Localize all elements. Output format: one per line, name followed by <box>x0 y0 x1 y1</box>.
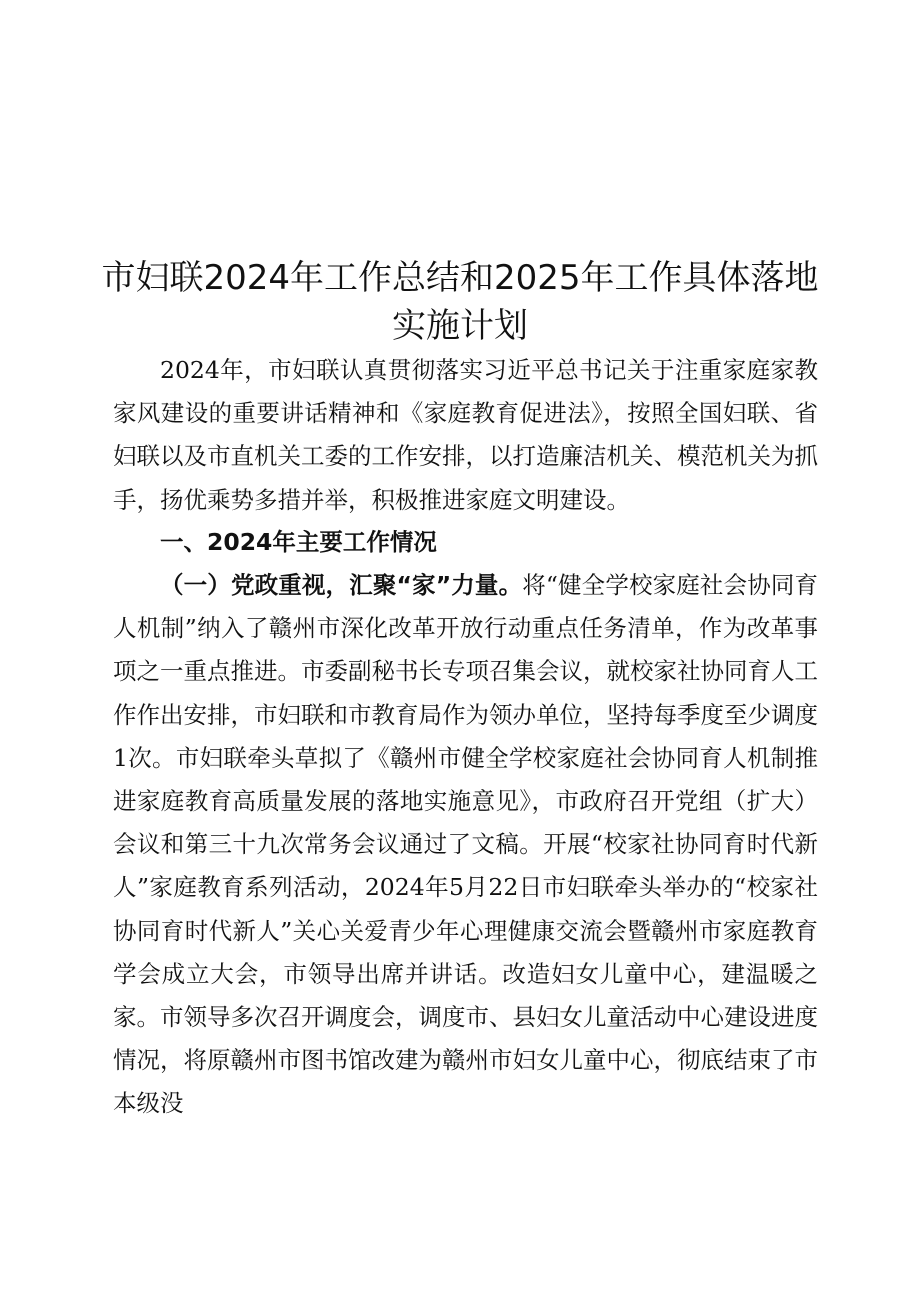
section-heading-1: 一、2024年主要工作情况 <box>160 528 437 556</box>
paragraph-1 <box>113 564 818 1126</box>
document-title-line-1: 市妇联2024年工作总结和2025年工作具体落地 <box>101 258 819 298</box>
document-title-line-2: 实施计划 <box>392 306 528 346</box>
intro-paragraph: 2024年，市妇联认真贯彻落实习近平总书记关于注重家庭家教家风建设的重要讲话精神和《家庭教育促进法》，按照全国妇联、省妇联以及市直机关工委的工作安排，以打造廉洁机关、模范机关为抓手，扬优乘势多措并举，积极推进家庭文明建设。 <box>113 356 818 514</box>
paragraph-1-lead: （一）党政重视，汇聚“家”力量。 <box>160 571 523 599</box>
paragraph-1-body: 将“健全学校家庭社会协同育人机制”纳入了赣州市深化改革开放行动重点任务清单，作为改革事项之一重点推进。市委副秘书长专项召集会议，就校家社协同育人工作作出安排，市妇联和市教育局作为领办单位，坚持每季度至少调度1次。市妇联牵头草拟了《赣州市健全学校家庭社会协同育人机制推进家庭教育高质量发展的落地实施意见》，市政府召开党组（扩大）会议和第三十九次常务会议通过了文稿。开展“校家社协同育时代新人”家庭教育系列活动，2024年5月22日市妇联牵头举办的“校家社协同育时代新人”关心关爱青少年心理健康交流会暨赣州市家庭教育学会成立大会，市领导出席并讲话。改造妇女儿童中心，建温暖之家。市领导多次召开调度会，调度市、县妇女儿童活动中心建设进度情况，将原赣州市图书馆改建为赣州市妇女儿童中心，彻底结束了市本级没 <box>113 571 819 1118</box>
